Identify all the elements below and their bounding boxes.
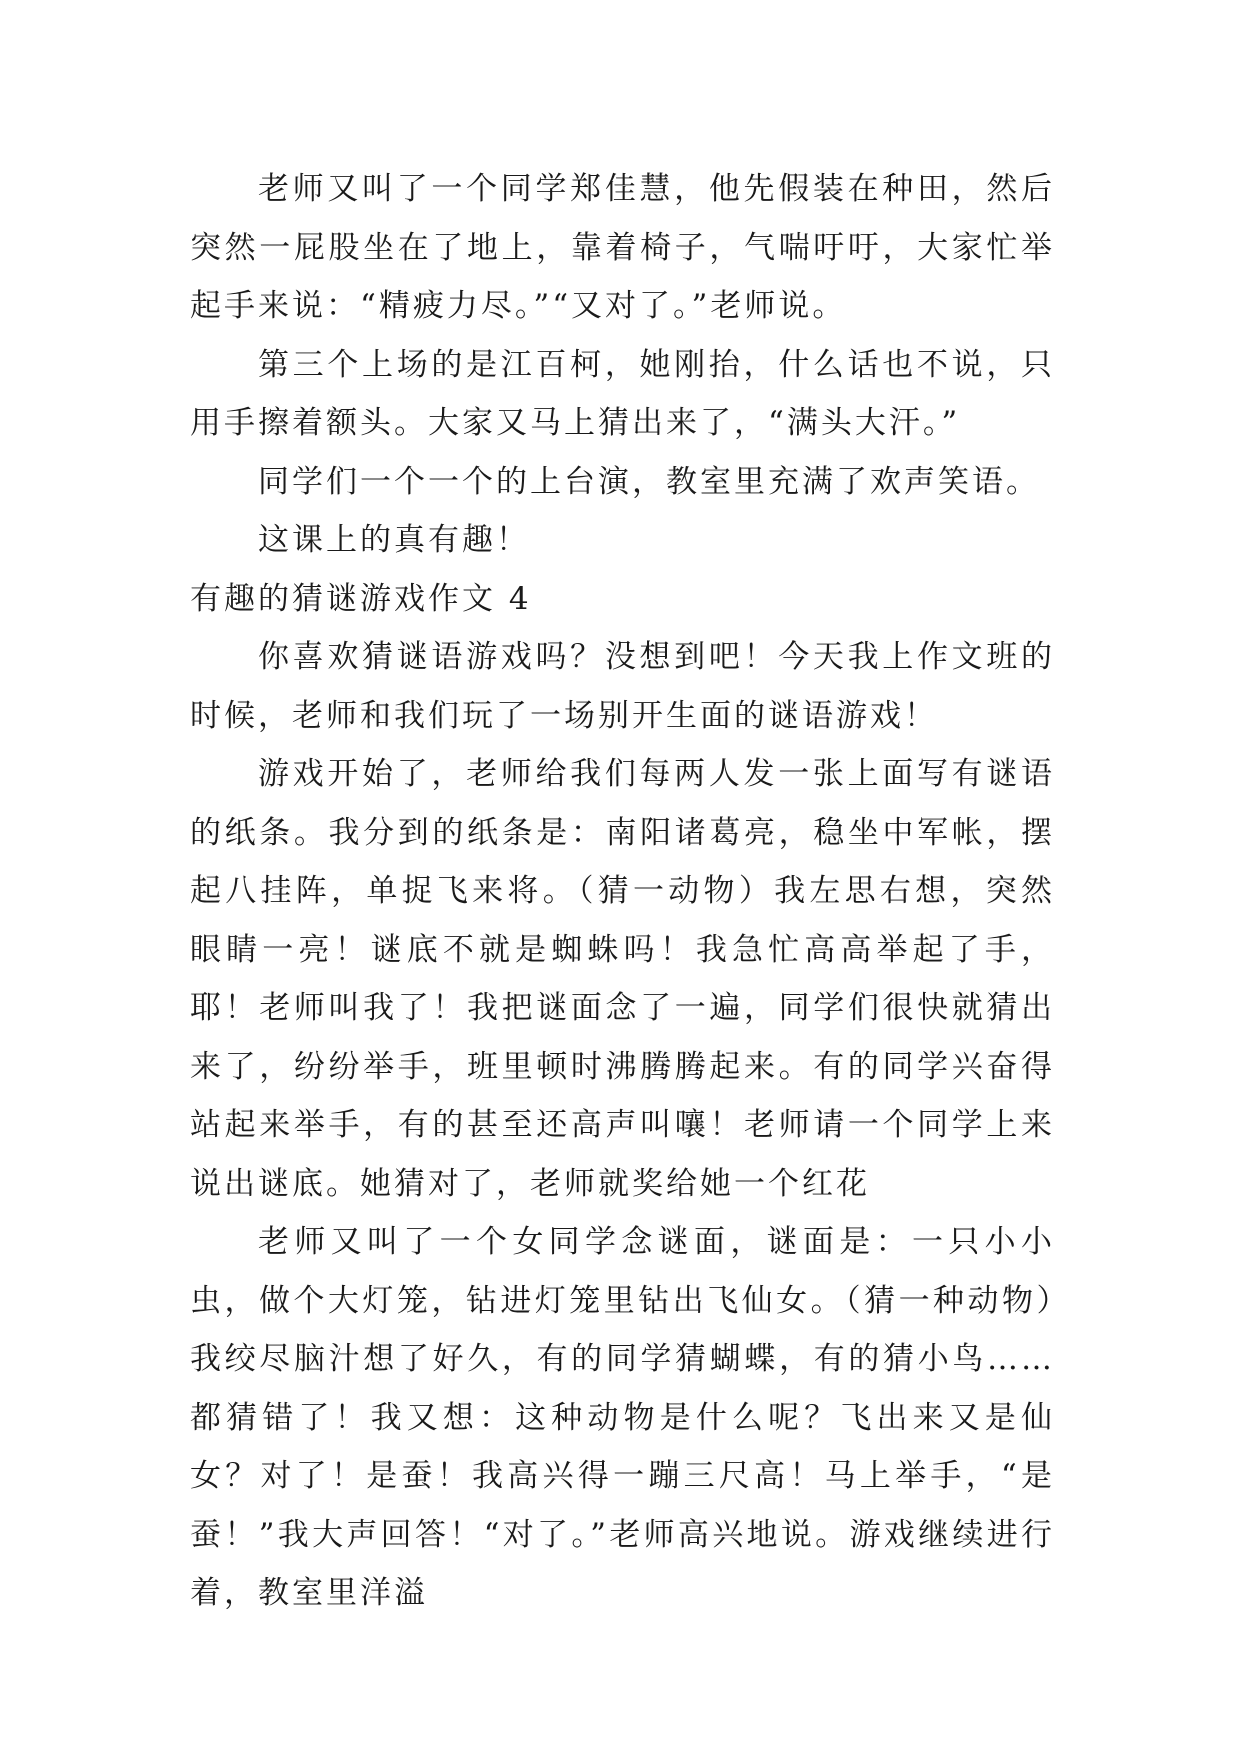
- paragraph-spider-riddle: 游戏开始了，老师给我们每两人发一张上面写有谜语的纸条。我分到的纸条是：南阳诸葛亮，稳坐中军帐，摆起八挂阵，单捉飞来将。（猜一动物）我左思右想，突然眼睛一亮！谜底不就是蜘蛛吗！我急忙高高举起了手，耶！老师叫我了！我把谜面念了一遍，同学们很快就猜出来了，纷纷举手，班里顿时沸腾腾起来。有的同学兴奋得站起来举手，有的甚至还高声叫嚷！老师请一个同学上来说出谜底。她猜对了，老师就奖给她一个红花: [190, 756, 1055, 1202]
- paragraph-classmates-perform: 同学们一个一个的上台演，教室里充满了欢声笑语。: [258, 463, 1040, 500]
- paragraph-zheng-jiahui: 老师又叫了一个同学郑佳慧，他先假装在种田，然后突然一屁股坐在了地上，靠着椅子，气喘吁吁，大家忙举起手来说：“精疲力尽。”“又对了。”老师说。: [190, 171, 1055, 324]
- paragraph-jiang-baike: 第三个上场的是江百柯，她刚抬，什么话也不说，只用手擦着额头。大家又马上猜出来了，“满头大汗。”: [190, 346, 1055, 441]
- paragraph-class-fun: 这课上的真有趣！: [258, 522, 530, 558]
- paragraph-intro-question: 你喜欢猜谜语游戏吗？没想到吧！今天我上作文班的时候，老师和我们玩了一场别开生面的谜语游戏！: [190, 639, 1055, 734]
- essay-text: [190, 160, 1055, 1623]
- paragraph-silkworm-riddle: 老师又叫了一个女同学念谜面，谜面是：一只小小虫，做个大灯笼，钻进灯笼里钻出飞仙女。（猜一种动物）我绞尽脑汁想了好久，有的同学猜蝴蝶，有的猜小鸟……都猜错了！我又想：这种动物是什么呢？飞出来又是仙女？对了！是蚕！我高兴得一蹦三尺高！马上举手，“是蚕！”我大声回答！“对了。”老师高兴地说。游戏继续进行着，教室里洋溢: [190, 1224, 1055, 1611]
- section-title: 有趣的猜谜游戏作文 4: [190, 580, 532, 617]
